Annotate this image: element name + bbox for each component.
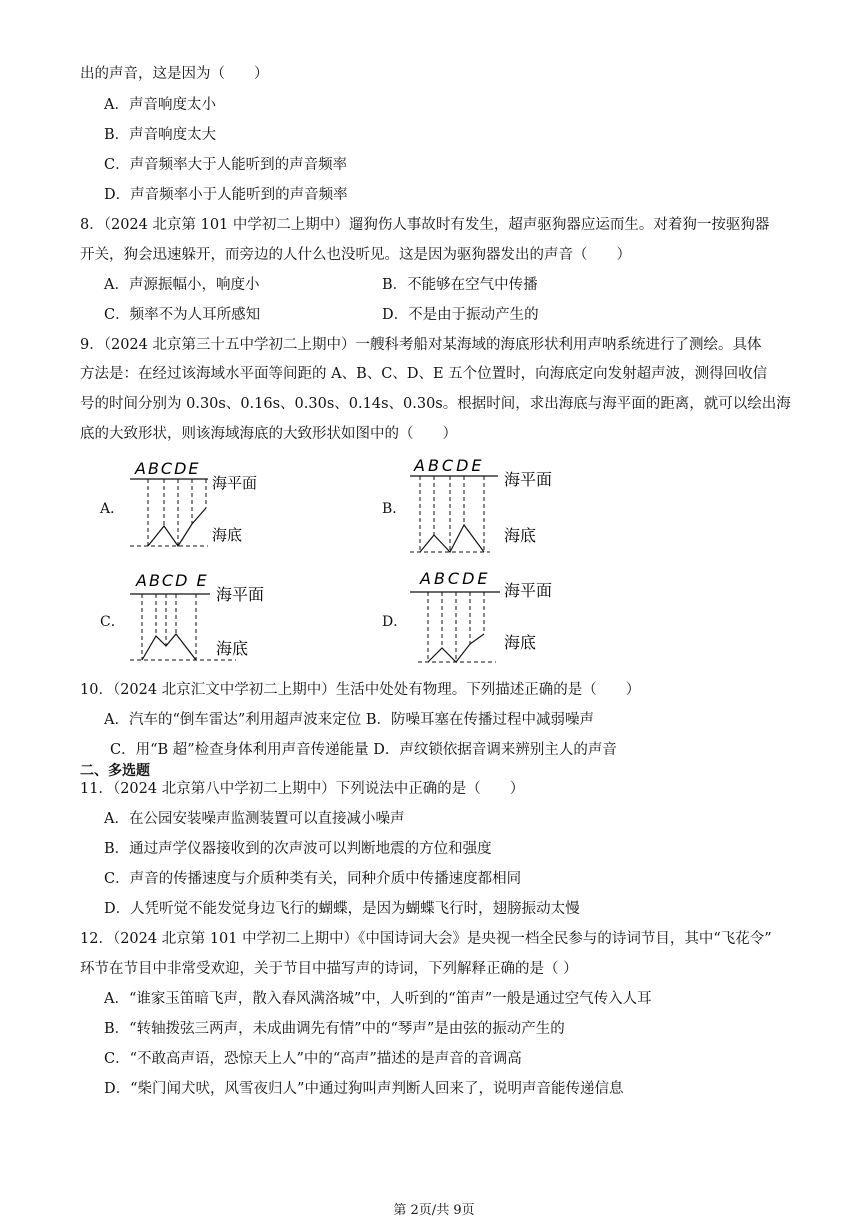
diagram-a (128, 458, 278, 553)
q11-option-a: A．在公园安装噪声监测装置可以直接减小噪声 (104, 811, 405, 827)
q8-stem-line2: 开关，狗会迅速躲开，而旁边的人什么也没听见。这是因为驱狗器发出的声音（ ） (80, 247, 631, 263)
q11-option-b: B．通过声学仪器接收到的次声波可以判断地震的方位和强度 (104, 841, 492, 857)
q11-option-d: D．人凭听觉不能发觉身边飞行的蝴蝶，是因为蝴蝶飞行时，翅膀振动太慢 (104, 901, 580, 917)
diagram-c-label: C． (100, 614, 125, 630)
q12-option-c: C．“不敢高声语，恐惊天上人”中的“高声”描述的是声音的音调高 (104, 1051, 522, 1067)
q8-stem-line1: 8．（2024 北京第 101 中学初二上期中）遛狗伤人事故时有发生，超声驱狗器应运而生。对着狗一按驱狗器 (80, 217, 770, 233)
diagram-b-label: B． (382, 501, 407, 517)
q8-option-a: A．声源振幅小，响度小 (104, 277, 260, 293)
q10-options-row1: A．汽车的“倒车雷达”利用超声波来定位 B．防噪耳塞在传播过程中减弱噪声 (104, 712, 595, 728)
diagram-a-bottom: 海底 (212, 526, 243, 544)
q11-option-c: C．声音的传播速度与介质种类有关，同种介质中传播速度都相同 (104, 871, 522, 887)
diagram-d (408, 568, 568, 668)
diagram-a-surface: 海平面 (212, 474, 258, 492)
diagram-d-bottom: 海底 (504, 633, 537, 652)
q7-option-a: A．声音响度太小 (104, 97, 216, 113)
diagram-c-bottom: 海底 (216, 639, 249, 658)
diagram-b-surface: 海平面 (504, 470, 553, 489)
diagram-c-surface: 海平面 (216, 585, 265, 604)
q7-option-c: C．声音频率大于人能听到的声音频率 (104, 157, 348, 173)
q9-stem-line3: 号的时间分别为 0.30s、0.16s、0.30s、0.14s、0.30s。根据时间，求出海底与海平面的距离，就可以绘出海 (80, 396, 791, 412)
q8-option-d: D．不是由于振动产生的 (382, 307, 539, 323)
diagram-d-label: D． (382, 614, 408, 630)
q7-option-d: D．声音频率小于人能听到的声音频率 (104, 187, 348, 203)
q9-stem-line1: 9．（2024 北京第三十五中学初二上期中）一艘科考船对某海域的海底形状利用声呐系统进行了测绘。具体 (80, 337, 762, 353)
q8-option-c: C．频率不为人耳所感知 (104, 307, 261, 323)
diagram-a-label: A． (100, 501, 125, 517)
diagram-c (128, 570, 278, 666)
q9-stem-line2: 方法是：在经过该海域水平面等间距的 A、B、C、D、E 五个位置时，向海底定向发射超声波，测得回收信 (80, 366, 768, 382)
q11-stem: 11．（2024 北京第八中学初二上期中）下列说法中正确的是（ ） (80, 781, 525, 797)
q12-option-a: A．“谁家玉笛暗飞声，散入春风满洛城”中，人听到的“笛声”一般是通过空气传入人耳 (104, 991, 652, 1007)
q12-option-b: B．“转轴拨弦三两声，未成曲调先有情”中的“琴声”是由弦的振动产生的 (104, 1021, 565, 1037)
q10-options-row2: C．用“B 超”检查身体利用声音传递能量 D．声纹锁依据音调来辨别主人的声音 (110, 742, 617, 758)
diagram-a-letters: ABCDE (135, 459, 201, 478)
page-footer: 第 2页/共 9页 (393, 1203, 475, 1218)
diagram-d-letters: ABCDE (420, 569, 491, 588)
q10-stem: 10．（2024 北京汇文中学初二上期中）生活中处处有物理。下列描述正确的是（ ） (80, 682, 641, 698)
diagram-d-surface: 海平面 (504, 581, 553, 600)
q8-option-b: B．不能够在空气中传播 (382, 277, 538, 293)
q12-stem-line2: 环节在节目中非常受欢迎，关于节目中描写声的诗词，下列解释正确的是（ ） (80, 961, 578, 977)
diagram-c-letters: ABCD E (136, 571, 209, 590)
diagram-b-letters: ABCDE (414, 456, 485, 475)
diagram-b-bottom: 海底 (504, 526, 537, 545)
q12-option-d: D．“柴门闻犬吠，风雪夜归人”中通过狗叫声判断人回来了，说明声音能传递信息 (104, 1081, 624, 1097)
q7-option-b: B．声音响度太大 (104, 127, 217, 143)
q12-stem-line1: 12．（2024 北京第 101 中学初二上期中）《中国诗词大会》是央视一档全民参与的诗词节目，其中“飞花令” (80, 931, 772, 947)
section-heading-multiple-choice: 二、多选题 (80, 763, 150, 779)
q9-stem-line4: 底的大致形状，则该海域海底的大致形状如图中的（ ） (80, 426, 457, 442)
q7-continuation: 出的声音，这是因为（ ） (80, 66, 269, 82)
diagram-b (408, 455, 568, 557)
